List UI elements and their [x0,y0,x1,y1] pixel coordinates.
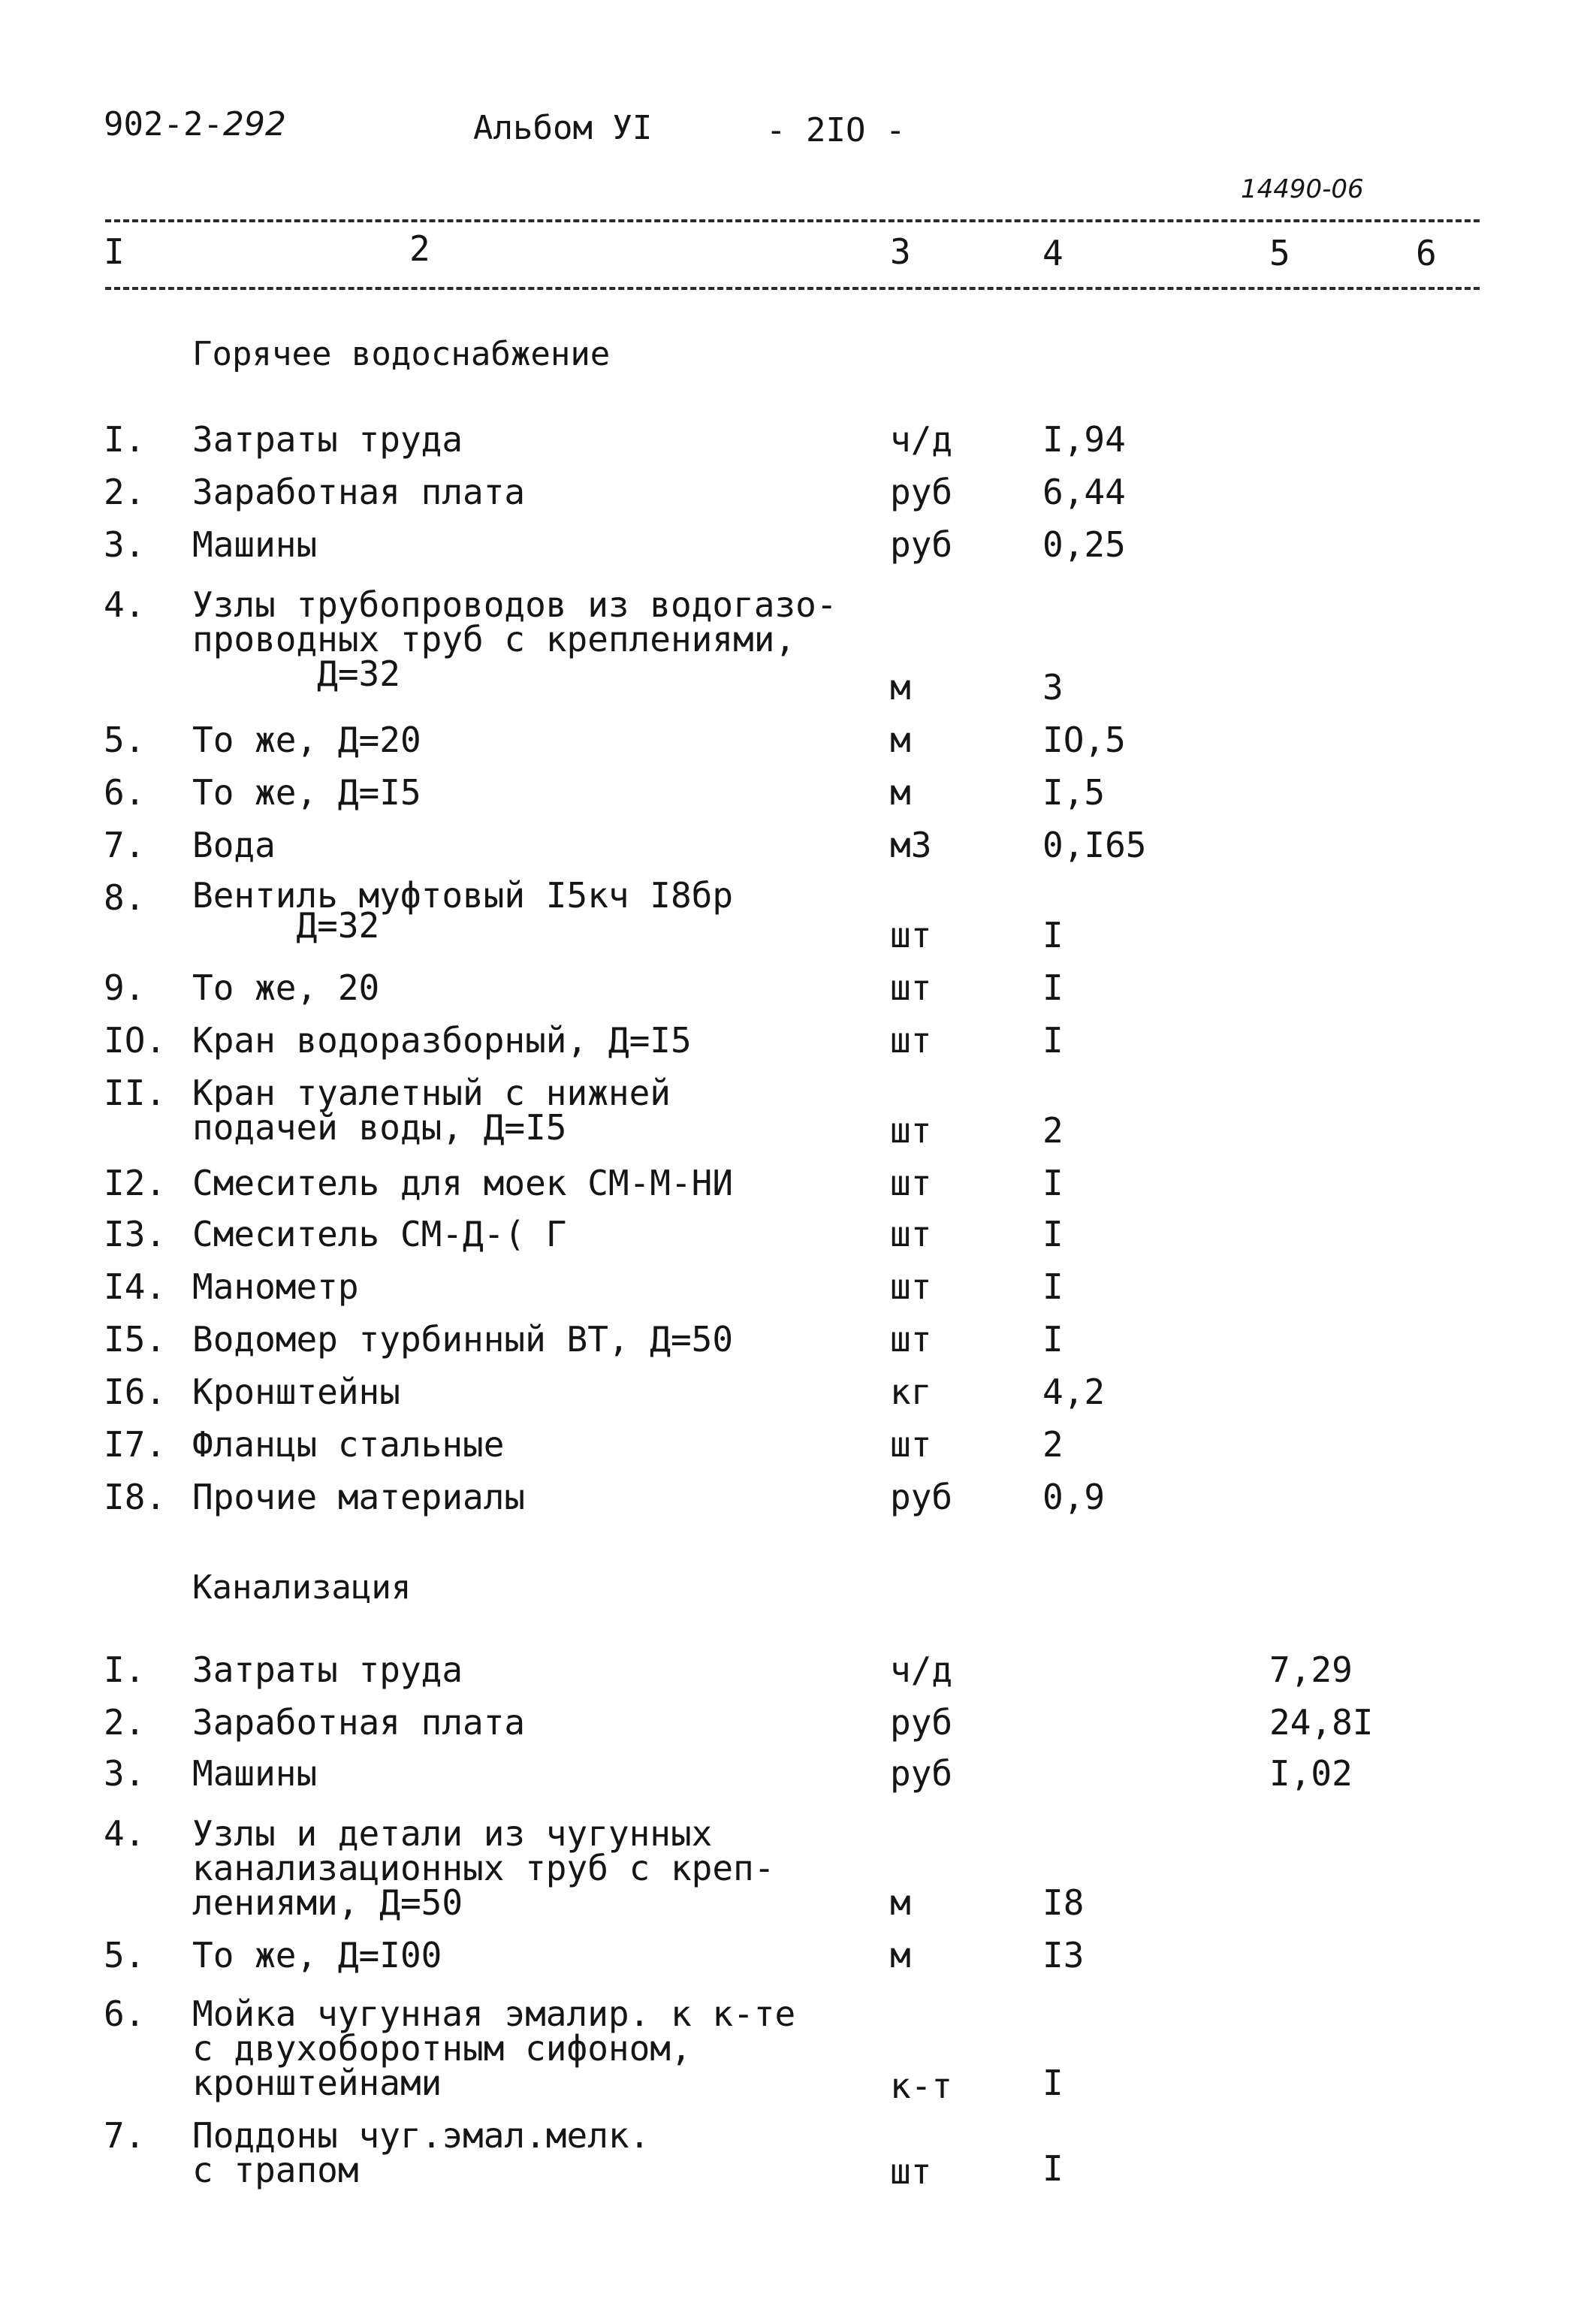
row-number: I6. [104,1372,167,1412]
row-number: 6. [104,772,146,813]
row-col4-value: I [1042,1266,1064,1307]
section-title-sewerage: Канализация [192,1568,412,1607]
row-number: 2. [104,1702,146,1743]
row-number: I5. [104,1319,167,1360]
row-col4-value: I [1042,1020,1064,1061]
row-unit: м [890,1882,911,1923]
row-unit: м [890,720,911,760]
row-col4-value: I8 [1042,1882,1085,1923]
row-unit: шт [890,915,932,955]
column-header-2: 2 [409,228,430,269]
row-description: Смеситель для моек СМ-М-НИ [192,1163,734,1203]
row-unit: кг [890,1372,932,1412]
row-number: I7. [104,1424,167,1465]
document-series: 902-2- [104,105,223,143]
row-description: То же, 20 [192,967,380,1008]
handwritten-stamp: 14490-06 [1241,174,1364,204]
row-col4-value: I [1042,1163,1064,1203]
row-unit: ч/д [890,419,953,460]
row-unit: шт [890,1266,932,1307]
row-col4-value: I [1042,2063,1064,2103]
row-unit: руб [890,1477,953,1517]
row-number: I3. [104,1214,167,1254]
row-col4-value: 3 [1042,667,1064,708]
row-number: I8. [104,1477,167,1517]
row-description: Заработная плата [192,472,526,512]
row-description: Узлы и детали из чугунных канализационных труб с креп- лениями, Д=50 [192,1813,775,1923]
column-header-4: 4 [1042,233,1064,273]
row-col4-value: I,5 [1042,772,1106,813]
row-description: Фланцы стальные [192,1424,505,1465]
row-description: Прочие материалы [192,1477,526,1517]
row-unit: шт [890,1110,932,1151]
row-col4-value: 2 [1042,1424,1064,1465]
row-number: I. [104,419,146,460]
row-col5-value: 7,29 [1269,1649,1353,1690]
row-number: 9. [104,967,146,1008]
row-unit: шт [890,1319,932,1360]
row-number: I2. [104,1163,167,1203]
row-col4-value: 2 [1042,1110,1064,1151]
row-number: 6. [104,1994,146,2034]
header-top-rule [105,219,1480,222]
row-description: Мойка чугунная эмалир. к к-те с двухоборотным сифоном, кронштейнами [192,1994,796,2103]
section-title-hot-water: Горячее водоснабжение [192,335,611,373]
row-unit: шт [890,1214,932,1254]
row-unit: м [890,667,911,708]
row-number: 3. [104,524,146,565]
header-bottom-rule [105,287,1480,290]
row-number: I. [104,1649,146,1690]
column-header-3: 3 [890,231,911,272]
row-number: 7. [104,825,146,865]
row-number: I4. [104,1266,167,1307]
column-header-1: I [104,231,125,272]
row-number: 8. [104,877,146,918]
document-code [104,105,286,143]
row-description: Машины [192,524,318,565]
row-col5-value: 24,8I [1269,1702,1374,1743]
row-description: Водомер турбинный ВТ, Д=50 [192,1319,734,1360]
row-col4-value: IO,5 [1042,720,1126,760]
row-description: Вентиль муфтовый I5кч I8бр Д=32 [192,875,734,946]
row-unit: м3 [890,825,932,865]
row-number: 4. [104,584,146,625]
row-description: Затраты труда [192,1649,463,1690]
row-col4-value: 0,25 [1042,524,1126,565]
row-unit: к-т [890,2066,953,2106]
row-number: 4. [104,1813,146,1854]
row-description: То же, Д=20 [192,720,421,760]
row-number: IO. [104,1020,167,1061]
row-unit: руб [890,1753,953,1794]
row-col4-value: I [1042,915,1064,955]
row-description: Поддоны чуг.эмал.мелк. с трапом [192,2115,650,2190]
row-description: Кран туалетный с нижней подачей воды, Д=I5 [192,1073,671,1148]
row-description: Заработная плата [192,1702,526,1743]
row-col4-value: 0,I65 [1042,825,1147,865]
row-unit: руб [890,1702,953,1743]
row-unit: шт [890,1020,932,1061]
row-col4-value: 4,2 [1042,1372,1106,1412]
row-number: 7. [104,2115,146,2156]
row-description: Затраты труда [192,419,463,460]
row-number: 5. [104,1935,146,1975]
row-number: 5. [104,720,146,760]
row-description: То же, Д=I00 [192,1935,442,1975]
row-description: То же, Д=I5 [192,772,421,813]
row-unit: шт [890,1163,932,1203]
row-col4-value: I [1042,1319,1064,1360]
album-label: Альбом УI [473,109,653,147]
column-header-6: 6 [1416,233,1437,273]
page-number: - 2IO - [766,111,906,149]
row-description: Узлы трубопроводов из водогазо- проводных труб с креплениями, Д=32 [192,584,837,694]
row-number: 3. [104,1753,146,1794]
row-unit: руб [890,472,953,512]
row-number: II. [104,1073,167,1113]
column-header-5: 5 [1269,233,1290,273]
row-unit: м [890,772,911,813]
row-col4-value: I [1042,2148,1064,2189]
row-description: Машины [192,1753,318,1794]
row-unit: ч/д [890,1649,953,1690]
row-unit: шт [890,2151,932,2192]
row-unit: руб [890,524,953,565]
row-col4-value: 6,44 [1042,472,1126,512]
row-description: Кронштейны [192,1372,400,1412]
row-col4-value: I [1042,967,1064,1008]
row-col5-value: I,02 [1269,1753,1353,1794]
row-col4-value: I,94 [1042,419,1126,460]
row-unit: шт [890,967,932,1008]
row-description: Кран водоразборный, Д=I5 [192,1020,692,1061]
row-description: Вода [192,825,276,865]
row-col4-value: I [1042,1214,1064,1254]
row-unit: м [890,1935,911,1975]
row-unit: шт [890,1424,932,1465]
row-description: Манометр [192,1266,359,1307]
document-series-handwritten: 292 [222,105,286,143]
row-col4-value: 0,9 [1042,1477,1106,1517]
row-number: 2. [104,472,146,512]
row-description: Смеситель СМ-Д-( Г [192,1214,567,1254]
row-col4-value: I3 [1042,1935,1085,1975]
